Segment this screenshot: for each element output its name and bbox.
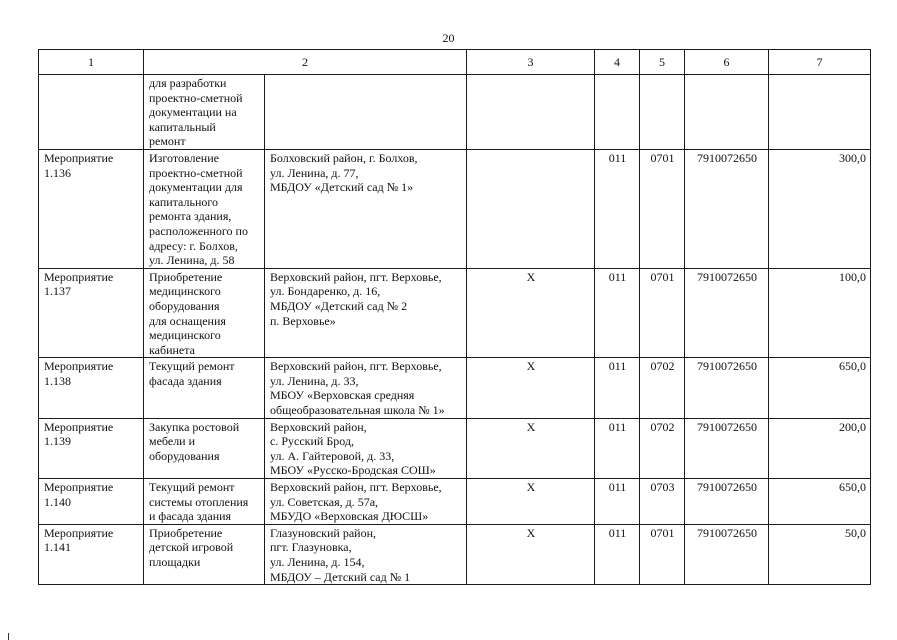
budget-table — [38, 49, 871, 585]
description-cell-line: проектно-сметной — [149, 165, 243, 180]
col3-cell — [467, 75, 595, 150]
description-cell-line: кабинета — [149, 342, 195, 357]
amount-cell: 200,0 — [769, 418, 871, 478]
address-cell — [265, 268, 467, 358]
table-row — [39, 75, 871, 150]
col3-cell: X — [467, 524, 595, 584]
description-cell-line: для разработки — [149, 76, 227, 90]
address-cell-line: Верховский район, пгт. Верховье, — [270, 480, 442, 495]
description-cell-line: Изготовление — [149, 150, 219, 165]
address-cell-line: МБУДО «Верховская ДЮСШ» — [270, 509, 429, 524]
description-cell-line: Текущий ремонт — [149, 359, 235, 374]
event-cell — [39, 479, 144, 525]
col3-cell: X — [467, 268, 595, 358]
description-cell-line: капитального — [149, 194, 218, 209]
col4-cell: 011 — [595, 524, 640, 584]
col6-cell: 7910072650 — [685, 418, 769, 478]
description-cell-line: Закупка ростовой — [149, 419, 240, 434]
event-cell-line: 1.138 — [44, 373, 71, 388]
header-cell: 3 — [467, 50, 595, 75]
table-row — [39, 358, 871, 418]
header-cell: 5 — [640, 50, 685, 75]
description-cell-line: детской игровой — [149, 540, 234, 555]
address-cell-line: ул. Ленина, д. 33, — [270, 373, 359, 388]
description-cell — [144, 268, 265, 358]
address-cell-line: ул. Бондаренко, д. 16, — [270, 284, 381, 299]
event-cell-line: Мероприятие — [44, 525, 114, 540]
col4-cell: 011 — [595, 479, 640, 525]
event-cell-line: Мероприятие — [44, 419, 114, 434]
header-cell: 7 — [769, 50, 871, 75]
col6-cell: 7910072650 — [685, 268, 769, 358]
address-cell — [265, 524, 467, 584]
event-cell-line: 1.136 — [44, 165, 71, 180]
address-cell-line: общеобразовательная школа № 1» — [270, 403, 445, 418]
event-cell-line: 1.137 — [44, 284, 71, 299]
col6-cell: 7910072650 — [685, 358, 769, 418]
address-cell-line: МБДОУ «Детский сад № 1» — [270, 180, 414, 195]
description-cell-line: площадки — [149, 555, 201, 569]
address-cell-line: Верховский район, — [270, 419, 367, 434]
col5-cell: 0701 — [640, 149, 685, 268]
event-cell — [39, 418, 144, 478]
header-row — [39, 50, 871, 75]
description-cell-line: документации для — [149, 180, 243, 195]
address-cell-line: ул. Ленина, д. 154, — [270, 555, 365, 569]
col4-cell: 011 — [595, 418, 640, 478]
address-cell — [265, 149, 467, 268]
amount-cell: 650,0 — [769, 358, 871, 418]
description-cell-line: капитальный — [149, 119, 216, 134]
description-cell-line: медицинского — [149, 284, 221, 299]
description-cell-line: ул. Ленина, д. 58 — [149, 253, 235, 268]
col6-cell: 7910072650 — [685, 524, 769, 584]
amount-cell: 50,0 — [769, 524, 871, 584]
col6-cell: 7910072650 — [685, 149, 769, 268]
address-cell-line: Болховский район, г. Болхов, — [270, 150, 418, 165]
description-cell-line: для оснащения — [149, 313, 226, 328]
col5-cell: 0701 — [640, 524, 685, 584]
description-cell-line: фасада здания — [149, 373, 222, 388]
address-cell-line: п. Верховье» — [270, 313, 336, 328]
table-row — [39, 524, 871, 584]
header-cell: 2 — [144, 50, 467, 75]
description-cell — [144, 149, 265, 268]
table-row — [39, 479, 871, 525]
amount-cell: 100,0 — [769, 268, 871, 358]
address-cell-line: МБДОУ – Детский сад № 1 — [270, 569, 411, 584]
header-cell: 4 — [595, 50, 640, 75]
col4-cell: 011 — [595, 149, 640, 268]
address-cell — [265, 75, 467, 150]
col5-cell: 0703 — [640, 479, 685, 525]
header-cell: 1 — [39, 50, 144, 75]
page-number: 20 — [442, 31, 455, 45]
address-cell-line: Глазуновский район, — [270, 525, 377, 540]
address-cell — [265, 479, 467, 525]
description-cell — [144, 418, 265, 478]
address-cell-line: МБОУ «Русско-Бродская СОШ» — [270, 463, 436, 478]
description-cell — [144, 75, 265, 150]
address-cell-line: с. Русский Брод, — [270, 434, 354, 449]
description-cell-line: адресу: г. Болхов, — [149, 238, 238, 253]
event-cell-line: Мероприятие — [44, 269, 114, 284]
col5-cell — [640, 75, 685, 150]
description-cell-line: Приобретение — [149, 525, 223, 540]
address-cell — [265, 418, 467, 478]
address-cell-line: МБОУ «Верховская средняя — [270, 388, 415, 403]
amount-cell: 300,0 — [769, 149, 871, 268]
address-cell-line: Верховский район, пгт. Верховье, — [270, 269, 442, 284]
description-cell-line: документации на — [149, 105, 237, 120]
col5-cell: 0702 — [640, 418, 685, 478]
amount-cell: 650,0 — [769, 479, 871, 525]
event-cell-line: Мероприятие — [44, 150, 114, 165]
address-cell-line: Верховский район, пгт. Верховье, — [270, 359, 442, 374]
table-row — [39, 268, 871, 358]
amount-cell — [769, 75, 871, 150]
header-cell: 6 — [685, 50, 769, 75]
address-cell-line: ул. Советская, д. 57а, — [270, 494, 379, 509]
event-cell-line: Мероприятие — [44, 480, 114, 495]
event-cell — [39, 75, 144, 150]
event-cell — [39, 524, 144, 584]
event-cell — [39, 149, 144, 268]
col3-cell: X — [467, 418, 595, 478]
col5-cell: 0701 — [640, 268, 685, 358]
address-cell-line: ул. Ленина, д. 77, — [270, 165, 359, 180]
event-cell-line: 1.140 — [44, 494, 71, 509]
description-cell-line: проектно-сметной — [149, 90, 243, 105]
description-cell-line: медицинского — [149, 328, 221, 343]
col6-cell — [685, 75, 769, 150]
description-cell-line: оборудования — [149, 448, 220, 463]
address-cell — [265, 358, 467, 418]
col4-cell: 011 — [595, 358, 640, 418]
description-cell-line: мебели и — [149, 434, 196, 449]
event-cell-line: 1.139 — [44, 434, 71, 449]
event-cell-line: Мероприятие — [44, 359, 114, 374]
description-cell — [144, 479, 265, 525]
description-cell-line: ремонта здания, — [149, 209, 232, 224]
description-cell-line: расположенного по — [149, 223, 248, 238]
event-cell — [39, 358, 144, 418]
col3-cell — [467, 149, 595, 268]
description-cell-line: и фасада здания — [149, 509, 232, 524]
col4-cell: 011 — [595, 268, 640, 358]
table-row — [39, 149, 871, 268]
margin-mark — [8, 633, 9, 640]
description-cell-line: ремонт — [149, 134, 186, 149]
address-cell-line: пгт. Глазуновка, — [270, 540, 352, 555]
description-cell-line: Текущий ремонт — [149, 480, 235, 495]
description-cell-line: оборудования — [149, 298, 220, 313]
description-cell-line: системы отопления — [149, 494, 249, 509]
col4-cell — [595, 75, 640, 150]
col3-cell: X — [467, 479, 595, 525]
event-cell — [39, 268, 144, 358]
col5-cell: 0702 — [640, 358, 685, 418]
address-cell-line: ул. А. Гайтеровой, д. 33, — [270, 448, 395, 463]
description-cell — [144, 524, 265, 584]
description-cell-line: Приобретение — [149, 269, 223, 284]
col6-cell: 7910072650 — [685, 479, 769, 525]
col3-cell: X — [467, 358, 595, 418]
address-cell-line: МБДОУ «Детский сад № 2 — [270, 298, 408, 313]
table-row — [39, 418, 871, 478]
description-cell — [144, 358, 265, 418]
event-cell-line: 1.141 — [44, 540, 71, 555]
